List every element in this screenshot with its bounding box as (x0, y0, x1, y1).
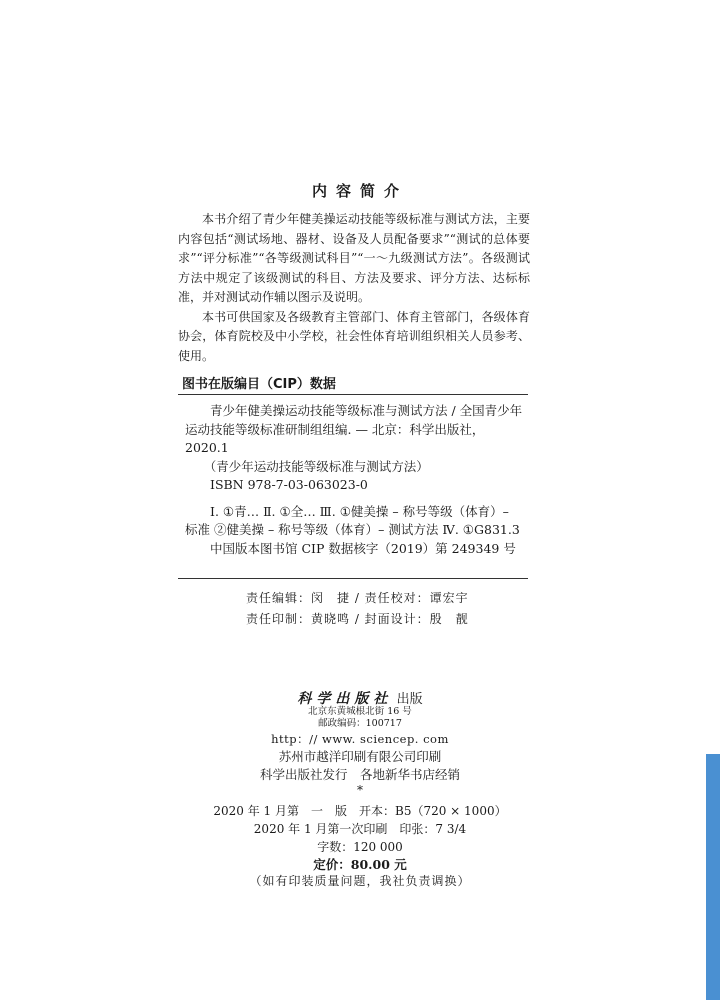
summary-paragraph-1: 本书介绍了青少年健美操运动技能等级标准与测试方法，主要内容包括“测试场地、器材、设备及人员配备要求”“测试的总体要求”“评分标准”“各等级测试科目”“一～九级测试方法”。各级测试方法中规定了该级测试的科目、方法及要求、评分方法、达标标准，并对测试动作辅以图示及说明。 (178, 212, 530, 304)
publisher-website: http：// www. sciencep. com (271, 732, 449, 746)
distribution-line: 科学出版社发行 各地新华书店经销 (259, 767, 460, 782)
cip-record (185, 402, 525, 558)
edition-specs (0, 802, 720, 874)
editor-credits (246, 588, 469, 630)
edition-line: 2020 年 1 月第 一 版 开本：B5（720 × 1000） (213, 804, 507, 818)
printing-info (0, 748, 720, 784)
publisher-name (0, 688, 720, 708)
price: 定价：80.00 元 (313, 857, 407, 872)
credit-line-editors: 责任编辑：闵 捷 / 责任校对：谭宏宇 (246, 591, 469, 605)
credit-line-production: 责任印制：黄晓鸣 / 封面设计：殷 靓 (246, 612, 469, 626)
quality-note: （如有印装质量问题，我社负责调换） (249, 874, 471, 888)
separator-star: * (357, 783, 363, 797)
cip-bottom-rule (178, 578, 528, 579)
cip-title-line: 青少年健美操运动技能等级标准与测试方法 / 全国青少年运动技能等级标准研制组组编. — 北京：科学出版社，2020.1 (185, 403, 523, 455)
cip-heading: 图书在版编目（CIP）数据 (182, 377, 336, 392)
cip-record-number: 中国版本图书馆 CIP 数据核字（2019）第 249349 号 (210, 540, 516, 556)
cip-isbn-line: ISBN 978-7-03-063023-0 (210, 477, 368, 492)
summary-paragraph-2: 本书可供国家及各级教育主管部门、体育主管部门，各级体育协会，体育院校及中小学校，社会性体育培训组织相关人员参考、使用。 (178, 309, 530, 363)
publisher-address-block (0, 706, 720, 730)
summary-body (178, 210, 530, 366)
publisher-suffix: 出版 (396, 692, 423, 707)
cip-top-rule (178, 394, 528, 395)
publisher-address: 北京东黄城根北街 16 号 (308, 706, 412, 717)
cip-classification-line: Ⅰ. ①青… Ⅱ. ①全… Ⅲ. ①健美操 – 称号等级（体育）– 标准 ②健美操 – 称号等级（体育）– 测试方法 Ⅳ. ①G831.3 (185, 503, 520, 537)
summary-title: 内容简介 (311, 182, 408, 200)
word-count: 字数：120 000 (317, 840, 403, 854)
publisher-logo: 科学出版社 (297, 691, 393, 707)
cip-series-line: （青少年运动技能等级标准与测试方法） (203, 458, 429, 474)
publisher-postcode: 邮政编码：100717 (318, 718, 402, 729)
printing-line: 2020 年 1 月第一次印刷 印张：7 3/4 (253, 822, 467, 836)
printer-line: 苏州市越洋印刷有限公司印刷 (278, 749, 442, 764)
